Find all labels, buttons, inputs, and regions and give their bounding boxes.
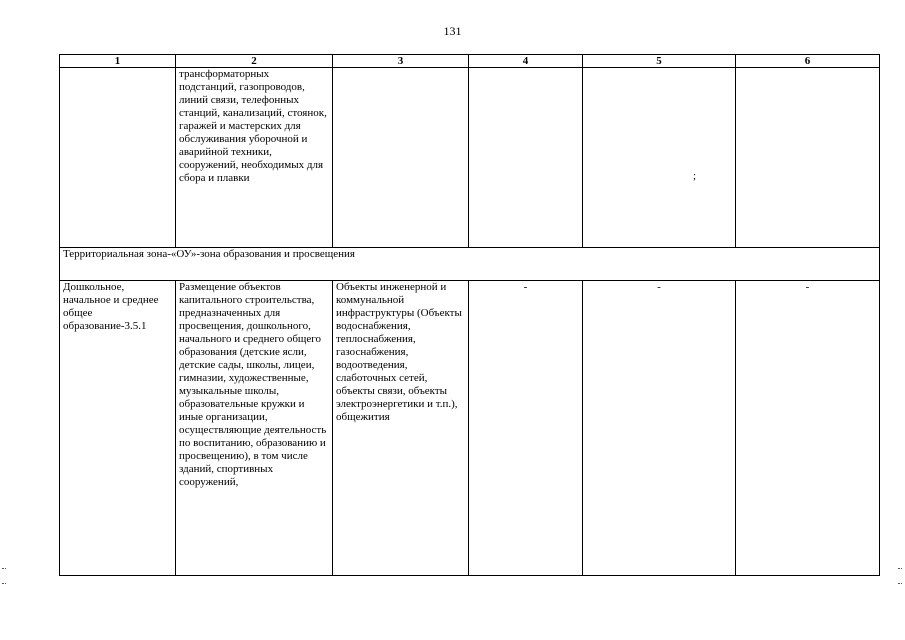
column-header-3: 3 bbox=[333, 55, 469, 68]
table-cell bbox=[736, 68, 880, 248]
regulations-table bbox=[59, 54, 880, 576]
zone-title-row bbox=[60, 248, 880, 281]
header-row bbox=[60, 55, 880, 68]
column-header-4: 4 bbox=[469, 55, 583, 68]
column-header-1: 1 bbox=[60, 55, 176, 68]
table-cell bbox=[60, 68, 176, 248]
table-cell: - bbox=[736, 281, 880, 576]
stray-mark: ; bbox=[693, 170, 697, 182]
margin-mark-left bbox=[2, 568, 6, 584]
table-cell: Дошкольное, начальное и среднее общее образование-3.5.1 bbox=[60, 281, 176, 576]
table-row bbox=[60, 68, 880, 248]
table-cell bbox=[583, 68, 736, 248]
table-cell: Объекты инженерной и коммунальной инфраструктуры (Объекты водоснабжения, теплоснабжения, газоснабжения, водоотведения, слаботочных сетей, объекты связи, объекты электроэнергетики и т.п.), общежития bbox=[333, 281, 469, 576]
margin-mark-right bbox=[898, 568, 902, 584]
column-header-5: 5 bbox=[583, 55, 736, 68]
table-cell: - bbox=[583, 281, 736, 576]
column-header-2: 2 bbox=[176, 55, 333, 68]
table-row bbox=[60, 281, 880, 576]
column-header-6: 6 bbox=[736, 55, 880, 68]
table-cell: трансформаторных подстанций, газопроводов, линий связи, телефонных станций, канализаций, стоянок, гаражей и мастерских для обслуживания уборочной и аварийной техники, сооружений, необходимых для сбора и плавки bbox=[176, 68, 333, 248]
zone-title: Территориальная зона-«ОУ»-зона образования и просвещения bbox=[60, 248, 880, 281]
table-cell: Размещение объектов капитального строительства, предназначенных для просвещения, дошкольного, начального и среднего общего образования (детские ясли, детские сады, школы, лицеи, гимназии, художественные, музыкальные школы, образовательные кружки и иные организации, осуществляющие деятельность по воспитанию, образованию и просвещению), в том числе зданий, спортивных сооружений, bbox=[176, 281, 333, 576]
table-cell bbox=[333, 68, 469, 248]
page-number: 131 bbox=[443, 24, 462, 38]
table-cell: - bbox=[469, 281, 583, 576]
table-cell bbox=[469, 68, 583, 248]
